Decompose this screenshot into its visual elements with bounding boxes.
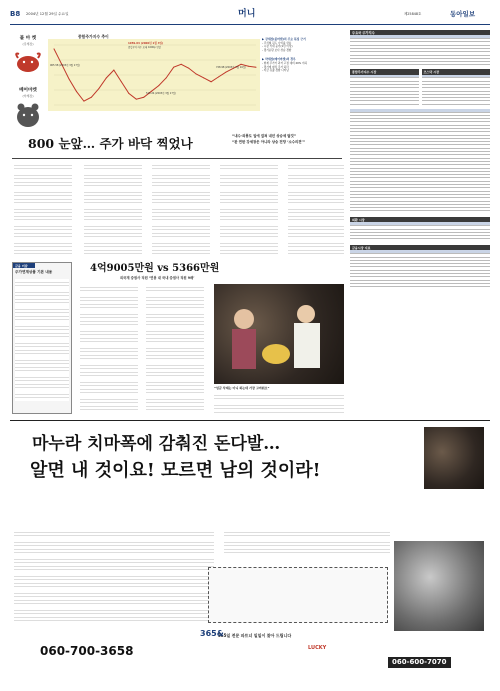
headline-quote-1: “내수·외풍도 일에 걸쳐 내년 상승세 탈것” <box>232 134 297 138</box>
ad-phone-1[interactable]: 060-700-3658 <box>40 644 134 658</box>
photo-caption-body <box>214 392 344 414</box>
bull-criteria-3: - 경기순환 보다 상승 경향 <box>262 48 292 52</box>
ad-person-photo-2 <box>394 541 484 631</box>
news-photo <box>214 284 344 384</box>
finance-indicator-title: 금융시장 지표 <box>350 245 490 250</box>
bear-criteria-1: - 현재 주가가 과거 고점 대비 20% 이하 <box>262 62 308 66</box>
ad-body-text-2 <box>224 529 390 559</box>
article-1-col-1 <box>14 162 72 256</box>
headline-rule <box>12 158 342 159</box>
chart-point <box>211 81 212 82</box>
world-index-table <box>350 35 490 65</box>
article-1-col-5 <box>288 162 344 256</box>
headline-quote-2: “완 연한 강세장은 아니라 상승 전망 ‘소수의견’” <box>232 140 306 144</box>
ad-phone-2[interactable]: 060-600-7070 <box>388 657 451 668</box>
box-tag: 금융 미담 <box>13 263 35 268</box>
chart-svg <box>48 39 260 111</box>
chart-annotation-1: 1059.04 (2000년 1월 4일) <box>128 42 164 45</box>
chart-point <box>83 101 84 102</box>
issue-date: 2004년 12월 29일 수요일 <box>26 12 69 16</box>
chart-annotation-5: 515.24 (2003년 3월 17일) <box>146 92 177 95</box>
section-name: 머니 <box>238 9 256 19</box>
kospi-market-table <box>350 75 419 105</box>
bear-market-title: 베어마켓 <box>19 87 37 93</box>
article-2-col-2 <box>146 284 204 414</box>
bull-criteria-1: - 주식형 펀드 수익률 상승 <box>262 41 292 45</box>
box-title: 주가연계상품 기본 내용 <box>15 270 53 275</box>
chart-point <box>226 72 227 73</box>
chart-annotation-4: 728.98 (2003년 3월 16일) <box>216 66 247 69</box>
chart-point <box>121 81 122 82</box>
article-1-col-4 <box>220 162 278 256</box>
kospi-chart <box>48 34 260 114</box>
market-column <box>350 30 490 410</box>
page-number: B8 <box>10 10 21 18</box>
chart-point <box>241 64 242 65</box>
ad-brand-1: 365& <box>200 629 224 638</box>
chart-point <box>203 77 204 78</box>
chart-point <box>196 74 197 75</box>
ad-form-box <box>208 567 388 623</box>
page-header <box>10 8 490 22</box>
chart-point <box>98 88 99 89</box>
bull-market-title: 불 마 켓 <box>19 36 37 41</box>
headline-salary: 4억9005만원 vs 5366만원 <box>90 263 220 274</box>
fx-market-table <box>350 222 490 239</box>
chart-side-notes <box>262 38 344 116</box>
chart-point <box>113 70 114 71</box>
chart-point <box>128 93 129 94</box>
chart-point <box>173 67 174 68</box>
article-1-col-3 <box>152 162 210 256</box>
chart-point <box>54 49 55 50</box>
article-1-col-2 <box>84 162 142 256</box>
bear-icon <box>12 100 44 130</box>
ad-person-photo-1 <box>424 427 484 489</box>
photo-caption: “임금 삭제는 아니 하는데 가장 고마워요” <box>214 386 270 390</box>
photo-figures <box>214 284 344 384</box>
fx-market-title: 외환 시장 <box>350 217 490 222</box>
box-body <box>15 279 69 401</box>
bull-icon <box>12 48 44 76</box>
chart-point <box>166 77 167 78</box>
chart-point <box>218 77 219 78</box>
chart-point <box>76 91 77 92</box>
headline-main: 800 눈앞… 주가 바닥 찍었나 <box>28 136 193 151</box>
chart-point <box>136 99 137 100</box>
chart-point <box>158 85 159 86</box>
header-rule <box>10 24 490 25</box>
chart-point <box>248 66 249 67</box>
chart-point <box>68 78 69 79</box>
ad-headline-2: 알면 내 것이요! 모르면 남의 것이라! <box>30 460 321 481</box>
chart-title: 종합주가지수 추이 <box>78 34 109 39</box>
financial-box <box>12 262 72 414</box>
chart-annotation-3: 905.58 (2003년 3월 17일) <box>50 64 81 67</box>
chart-point <box>188 68 189 69</box>
ad-body-text <box>14 529 214 625</box>
headline-salary-sub: 외국계 증권사 직원 ‘연봉 대 국내 증권사 직원 9배’ <box>120 276 195 280</box>
newspaper-logo: 동아일보 <box>450 10 476 18</box>
chart-point <box>91 97 92 98</box>
chart-point <box>143 97 144 98</box>
chart-point <box>181 64 182 65</box>
ad-call-text: 365일 전문 파트너 일일이 찾아 드립니다 <box>218 633 292 638</box>
ad-brand-2: LUCKY <box>308 645 327 651</box>
world-index-title: 주요국 주가지수 <box>350 30 490 35</box>
kosdaq-market-title: 코스닥 시장 <box>422 69 491 74</box>
bull-criteria-label: ▶ 강세장(불마켓)의 주요 특징 근거 <box>262 37 306 41</box>
chart-annotation-2: 종합주가지수 초대 1000p 연말 <box>128 46 161 49</box>
kospi-market-title: 종합주가지수 시장 <box>350 69 419 74</box>
chart-point <box>256 67 257 68</box>
bull-market-sub: (강세장) <box>22 42 34 47</box>
bear-criteria-label: ▶ 약세장(베어마켓)의 경우 <box>262 57 296 62</box>
edition-number: 제25848호 <box>404 12 422 16</box>
article-2-col-1 <box>80 284 138 414</box>
ad-headline-1: 마누라 치마폭에 감춰진 돈다발… <box>32 434 281 454</box>
bear-market-sub: (약세장) <box>22 93 34 98</box>
finance-indicator-table <box>350 250 490 287</box>
bear-criteria-3: - 자금 유출 경향 나타남 <box>262 69 289 73</box>
stock-detail-table <box>350 109 490 212</box>
advertisement <box>10 420 490 684</box>
kosdaq-market-table <box>422 75 491 105</box>
chart-point <box>106 77 107 78</box>
bear-criteria-2: - 경기에 따라 주가 하락 <box>262 65 289 69</box>
bull-criteria-2: - 시장 기대 증가(1년 이상) <box>262 45 293 49</box>
